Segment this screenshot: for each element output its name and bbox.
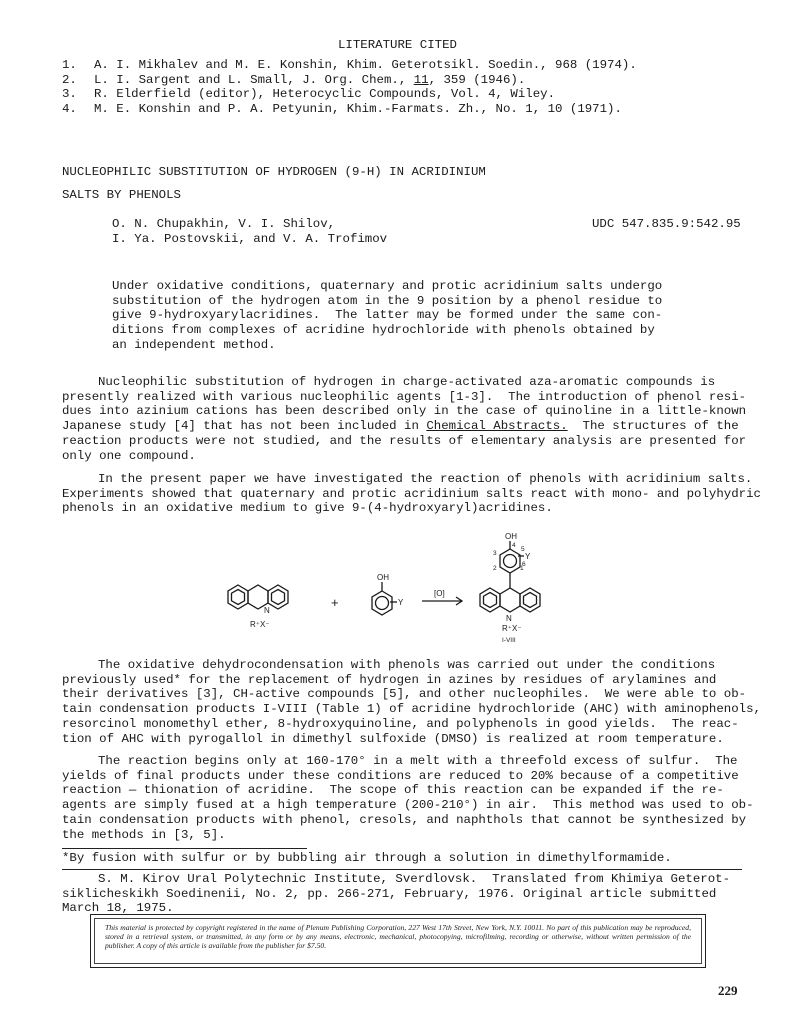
ring-position-label: 1: [520, 565, 524, 572]
reference-list: [62, 58, 637, 117]
reference-item: 2. L. I. Sargent and L. Small, J. Org. Chem., 11, 359 (1946).: [62, 72, 526, 87]
page-number: 229: [718, 983, 738, 998]
source-note: S. M. Kirov Ural Polytechnic Institute, Sverdlovsk. Translated from Khimiya Geterot- siklicheskikh Soedinenii, No. 2, pp. 266-271, February, 1976. Original article submitted March 18, 1975.: [62, 872, 731, 916]
reference-item: 1. A. I. Mikhalev and M. E. Konshin, Khim. Geterotsikl. Soedin., 968 (1974).: [62, 58, 637, 72]
abstract: Under oxidative conditions, quaternary and protic acridinium salts undergo substitution of the hydrogen atom in the 9 position by a phenol residue to give 9-hydroxyarylacridines. The latter may be formed under the same con- ditions from complexes of acridine hydrochloride with phenols obtained by an independent method.: [112, 279, 663, 352]
compound-range-label: I-VIII: [502, 637, 516, 644]
oh-label: OH: [505, 532, 517, 541]
article-title: NUCLEOPHILIC SUBSTITUTION OF HYDROGEN (9-H) IN ACRIDINIUM SALTS BY PHENOLS: [62, 165, 486, 202]
source-rule: [62, 869, 742, 870]
plus-sign: +: [331, 595, 339, 610]
body-paragraph: The oxidative dehydrocondensation with phenols was carried out under the conditions previously used* for the replacement of hydrogen in azines by residues of arylamines and their derivatives [3], CH-active compounds [5], and other nucleophiles. We were able to ob- tain condensation products I-VIII (Table 1) of acridine hydrochloride (AHC) with aminophenols, resorcinol monomethyl ether, 8-hydroxyquinoline, and polyphenols in good yields. The reac- tion of AHC with pyrogallol in dimethyl sulfoxide (DMSO) is realized at room temperature.: [62, 658, 761, 746]
ring-position-label: 4: [512, 542, 516, 549]
authors: O. N. Chupakhin, V. I. Shilov, I. Ya. Postovskii, and V. A. Trofimov: [112, 217, 388, 246]
reference-item: 3. R. Elderfield (editor), Heterocyclic Compounds, Vol. 4, Wiley.: [62, 87, 556, 102]
ring-position-label: 3: [493, 550, 497, 557]
reference-item: 4. M. E. Konshin and P. A. Petyunin, Khim.-Farmats. Zh., No. 1, 10 (1971).: [62, 102, 622, 117]
volume-number: 11: [413, 72, 429, 87]
substituent-label: Y: [525, 552, 531, 561]
udc-code: UDC 547.835.9:542.95: [592, 217, 741, 231]
counterion-label: R⁺X⁻: [250, 620, 270, 629]
copyright-notice: This material is protected by copyright registered in the name of Plenum Publishing Corporation, 227 West 17th Street, New York, N.Y. 10011. No part of this publication may be reproduced, stored in a retrieval system, or transmitted, in any form or by any means, electronic, mechanical, photocopying, microfilming, recording or otherwise, without written permission of the publisher. A copy of this article is available from the publisher for $7.50.: [105, 923, 691, 951]
oh-label: OH: [377, 573, 389, 582]
phenol-reactant: [372, 582, 397, 615]
substituent-label: Y: [398, 598, 404, 607]
nitrogen-label: N: [264, 606, 270, 615]
ring-position-label: 6: [522, 561, 526, 568]
body-paragraph: In the present paper we have investigated the reaction of phenols with acridinium salts. Experiments showed that quaternary and protic acridinium salts react with mono- and polyhydric phenols in an oxidative medium to give 9-(4-hydroxyaryl)acridines.: [62, 472, 761, 516]
footnote-rule: [62, 848, 307, 849]
ring-position-label: 2: [493, 565, 497, 572]
ring-position-label: 5: [521, 546, 525, 553]
nitrogen-label: N: [506, 614, 512, 623]
body-paragraph: The reaction begins only at 160-170° in a melt with a threefold excess of sulfur. The yields of final products under these conditions are reduced to 20% because of a competitive reaction — thionation of acridine. The scope of this reaction can be expanded if the re- agents are simply fused at a high temperature (200-210°) in air. This method was used to ob- tain condensation products with phenol, cresols, and naphthols that cannot be synthesized by the methods in [3, 5].: [62, 754, 754, 842]
reaction-scheme: [200, 520, 620, 650]
counterion-label: R⁺X⁻: [502, 624, 522, 633]
copyright-box: [90, 914, 706, 968]
oxidant-label: [O]: [434, 589, 445, 598]
body-paragraph: Nucleophilic substitution of hydrogen in charge-activated aza-aromatic compounds is presently realized with various nucleophilic agents [1-3]. The introduction of phenol resi- dues into azinium cations has been described only in the case of quinoline in a little-known Japanese study [4] that has not been included in Chemical Abstracts. The structures of the reaction products were not studied, and the results of elementary analysis are presented for only one compound.: [62, 375, 747, 463]
literature-cited-heading: LITERATURE CITED: [338, 38, 457, 52]
footnote: *By fusion with sulfur or by bubbling air through a solution in dimethylformamide.: [62, 851, 672, 865]
chemical-abstracts-title: Chemical Abstracts.: [426, 419, 568, 434]
acridinium-reactant: [228, 585, 288, 609]
acridine-product: [480, 541, 540, 612]
